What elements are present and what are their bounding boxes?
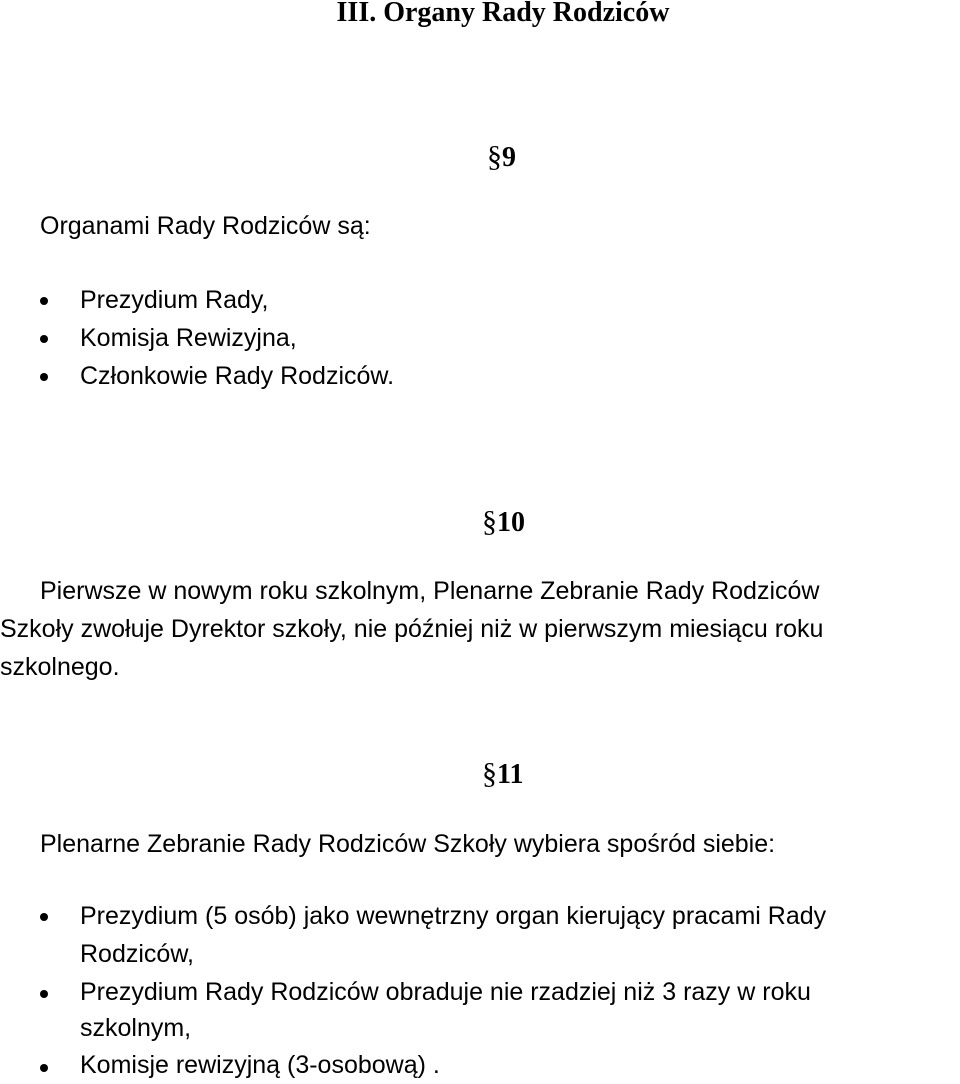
list-item: Prezydium Rady, [80, 286, 269, 314]
section-number: 9 [502, 142, 516, 173]
section-mark: § [482, 505, 497, 538]
paragraph-line: Szkoły zwołuje Dyrektor szkoły, nie później niż w pierwszym miesiącu roku [0, 615, 824, 643]
list-item: Komisja Rewizyjna, [80, 324, 297, 352]
paragraph-line: szkolnego. [0, 653, 120, 681]
section-11-intro: Plenarne Zebranie Rady Rodziców Szkoły wybiera spośród siebie: [40, 830, 776, 858]
list-item: Komisje rewizyjną (3-osobową) . [80, 1051, 440, 1079]
list-item: Prezydium Rady Rodziców obraduje nie rzadziej niż 3 razy w roku [80, 978, 811, 1006]
section-9-intro: Organami Rady Rodziców są: [40, 212, 371, 240]
bullet-icon [40, 990, 48, 998]
section-mark: § [482, 757, 497, 790]
bullet-icon [40, 297, 48, 305]
list-item-continuation: Rodziców, [80, 940, 194, 968]
list-item-continuation: szkolnym, [80, 1014, 192, 1042]
section-number: 11 [497, 759, 524, 790]
bullet-icon [40, 335, 48, 343]
section-number: 10 [497, 507, 525, 538]
section-heading-11 [482, 757, 523, 791]
section-heading-10 [482, 505, 525, 539]
section-mark: § [487, 140, 502, 173]
bullet-icon [40, 373, 48, 381]
chapter-title: III. Organy Rady Rodziców [336, 0, 670, 28]
paragraph-line: Pierwsze w nowym roku szkolnym, Plenarne Zebranie Rady Rodziców [40, 577, 820, 605]
bullet-icon [40, 913, 48, 921]
bullet-icon [40, 1064, 48, 1072]
section-heading-9 [487, 140, 516, 174]
list-item: Członkowie Rady Rodziców. [80, 362, 395, 390]
list-item: Prezydium (5 osób) jako wewnętrzny organ kierujący pracami Rady [80, 902, 827, 930]
